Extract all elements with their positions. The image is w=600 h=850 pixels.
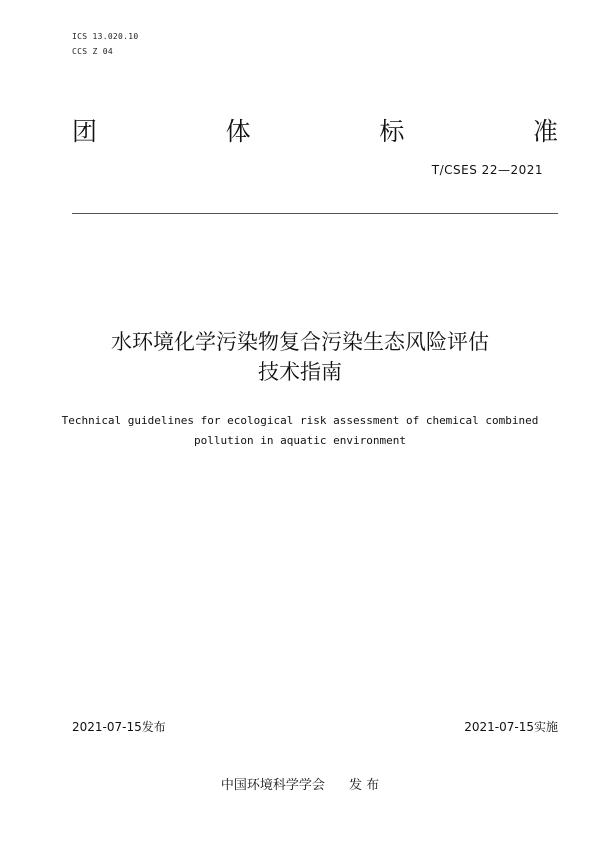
english-title-line: pollution in aquatic environment <box>194 434 406 447</box>
publisher-line <box>0 774 600 793</box>
chinese-title <box>40 327 560 387</box>
standard-number: T/CSES 22—2021 <box>431 163 543 177</box>
publisher-action: 发 布 <box>348 778 380 793</box>
publisher-name: 中国环境科学学会 <box>220 778 325 793</box>
english-title <box>30 411 570 451</box>
classification-codes <box>72 29 139 59</box>
chinese-title-line: 技术指南 <box>258 360 342 384</box>
ics-code: ICS 13.020.10 <box>72 32 139 41</box>
header-divider <box>72 213 558 214</box>
implementation-date: 2021-07-15实施 <box>464 720 558 734</box>
standard-type-heading <box>72 114 558 146</box>
standard-type-char: 准 <box>532 117 558 146</box>
issue-date: 2021-07-15发布 <box>72 720 166 734</box>
standard-type-char: 团 <box>72 117 98 146</box>
standard-type-char: 标 <box>379 117 405 146</box>
english-title-line: Technical guidelines for ecological risk assessment of chemical combined <box>61 414 539 427</box>
chinese-title-line: 水环境化学污染物复合污染生态风险评估 <box>111 330 489 354</box>
ccs-code: CCS Z 04 <box>72 47 113 56</box>
standard-type-char: 体 <box>225 117 251 146</box>
